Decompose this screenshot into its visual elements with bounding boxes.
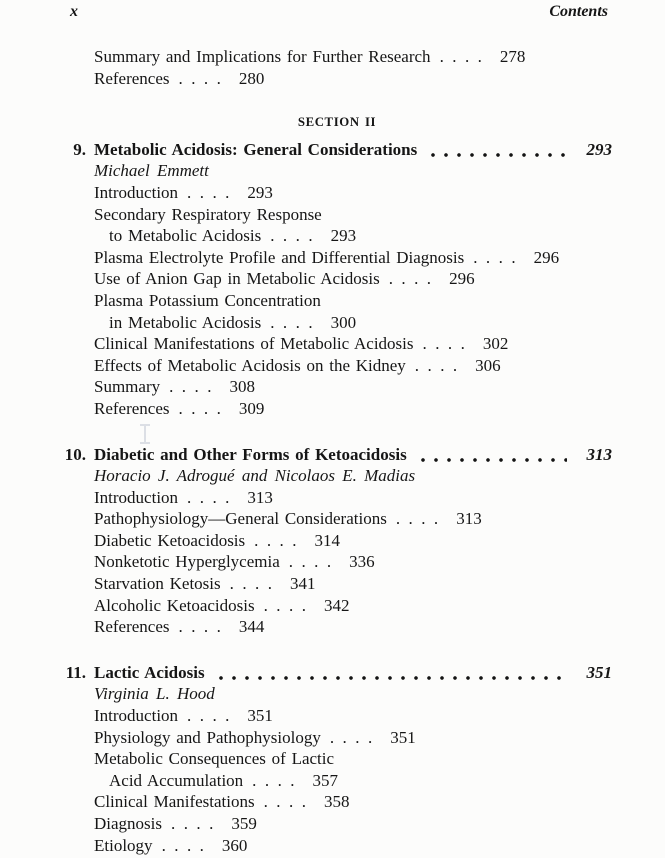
chapter-dot-leader [421, 458, 567, 462]
entry-title: Plasma Electrolyte Profile and Differential Diagnosis [94, 247, 465, 267]
entry-title: Etiology [94, 835, 153, 855]
toc-entry [94, 204, 612, 226]
entry-dot-leader: . . . . [288, 552, 332, 572]
entry-page-number: 357 [312, 770, 339, 790]
entry-page-number: 302 [482, 334, 509, 354]
entry-title: Metabolic Consequences of Lactic [94, 749, 335, 769]
chapter-title-row [62, 444, 612, 466]
toc-entry [94, 182, 612, 204]
toc-entry [94, 333, 612, 355]
entry-dot-leader: . . . . [270, 226, 313, 246]
chapter-number: 10. [64, 444, 86, 464]
entry-page-number: 309 [238, 398, 265, 418]
entry-page-number: 342 [323, 595, 350, 615]
entry-title: Physiology and Pathophysiology [94, 727, 321, 747]
entry-title: Diagnosis [94, 814, 162, 833]
toc-entry [94, 487, 612, 509]
entry-page-number: 359 [231, 814, 257, 833]
chapter-title: Metabolic Acidosis: General Considerations [94, 139, 418, 159]
entry-title: Use of Anion Gap in Metabolic Acidosis [94, 269, 380, 289]
toc-entry [94, 748, 612, 770]
toc-entry [94, 551, 612, 573]
toc-entry [94, 290, 612, 312]
entry-dot-leader: . . . . [395, 509, 439, 529]
entry-dot-leader: . . . . [388, 269, 432, 289]
entry-page-number: 280 [238, 68, 265, 88]
chapter-page-number: 313 [586, 444, 612, 464]
entry-page-number: 296 [449, 269, 475, 289]
entry-title-continuation: to Metabolic Acidosis [109, 226, 262, 246]
toc-entry [94, 595, 612, 617]
entry-dot-leader: . . . . [161, 835, 204, 855]
entry-title: Clinical Manifestations of Metabolic Acidosis [94, 334, 414, 354]
toc-entry-continuation [109, 225, 612, 247]
toc-entry [94, 791, 612, 813]
entry-title: References [94, 398, 170, 418]
i-beam-text-cursor [138, 424, 152, 444]
entry-page-number: 314 [314, 530, 341, 550]
chapter-authors: Michael Emmett [94, 161, 209, 181]
entry-dot-leader: . . . . [270, 312, 313, 332]
entry-page-number: 296 [533, 247, 560, 267]
chapter-authors: Virginia L. Hood [94, 684, 215, 704]
entry-dot-leader: . . . . [171, 814, 214, 833]
entry-title: Clinical Manifestations [94, 792, 255, 812]
chapter-title: Lactic Acidosis [94, 662, 205, 682]
entry-page-number: 344 [238, 617, 265, 637]
entry-dot-leader: . . . . [263, 792, 306, 812]
chapter-page-number: 351 [586, 662, 612, 682]
entry-title-continuation: in Metabolic Acidosis [109, 312, 262, 332]
entry-dot-leader: . . . . [422, 334, 465, 354]
section-heading: SECTION II [297, 115, 377, 130]
entry-page-number: 358 [323, 792, 350, 812]
entry-title: Nonketotic Hyperglycemia [94, 552, 280, 572]
entry-title-continuation: Acid Accumulation [109, 770, 244, 790]
toc-entry [94, 247, 612, 269]
entry-title: Effects of Metabolic Acidosis on the Kidney [94, 355, 406, 375]
entry-page-number: 360 [221, 835, 248, 855]
entry-title: Introduction [94, 487, 179, 507]
toc-entry-continuation [109, 312, 612, 334]
entry-title: Diabetic Ketoacidosis [94, 530, 246, 550]
entry-dot-leader: . . . . [252, 770, 295, 790]
toc-entry [94, 376, 612, 398]
entry-dot-leader: . . . . [178, 68, 221, 88]
entry-page-number: 300 [330, 312, 357, 332]
toc-entry [94, 835, 612, 857]
entry-dot-leader: . . . . [187, 487, 230, 507]
entry-dot-leader: . . . . [187, 182, 230, 202]
entry-title: Secondary Respiratory Response [94, 204, 322, 224]
chapter-page-number: 293 [586, 139, 612, 159]
entry-title: Introduction [94, 182, 179, 202]
toc-chapter [62, 444, 612, 638]
toc-pre-entries [62, 46, 612, 89]
toc-chapter [62, 662, 612, 856]
entry-page-number: 306 [475, 355, 501, 375]
entry-dot-leader: . . . . [169, 377, 212, 397]
entry-dot-leader: . . . . [178, 398, 221, 418]
entry-dot-leader: . . . . [254, 530, 297, 550]
entry-title: Alcoholic Ketoacidosis [94, 595, 255, 615]
chapter-title-row [62, 139, 612, 161]
table-of-contents [62, 46, 612, 856]
toc-entry [94, 355, 612, 377]
toc-entry [94, 46, 612, 68]
entry-title: Summary and Implications for Further Research [94, 47, 431, 66]
folio-page-number: x [70, 3, 78, 20]
chapter-dot-leader [219, 676, 567, 680]
entry-dot-leader: . . . . [414, 355, 458, 375]
entry-dot-leader: . . . . [263, 595, 306, 615]
chapter-authors: Horacio J. Adrogué and Nicolaos E. Madias [94, 466, 416, 486]
toc-entry [94, 268, 612, 290]
entry-dot-leader: . . . . [473, 247, 516, 267]
chapter-title: Diabetic and Other Forms of Ketoacidosis [94, 444, 407, 464]
entry-title: References [94, 68, 170, 88]
entry-page-number: 351 [247, 706, 273, 726]
entry-title: Plasma Potassium Concentration [94, 290, 321, 310]
chapter-dot-leader [431, 153, 566, 157]
entry-page-number: 336 [349, 552, 375, 572]
entry-title: Introduction [94, 706, 179, 726]
toc-entry [94, 616, 612, 638]
entry-dot-leader: . . . . [439, 47, 482, 66]
chapter-title-row [62, 662, 612, 684]
entry-title: Pathophysiology—General Considerations [94, 509, 387, 529]
entry-title: References [94, 617, 170, 637]
entry-page-number: 313 [247, 487, 273, 507]
entry-title: Summary [94, 377, 161, 397]
entry-page-number: 341 [290, 574, 316, 594]
entry-page-number: 351 [390, 727, 416, 747]
toc-entry [94, 705, 612, 727]
toc-entry [94, 68, 612, 90]
entry-page-number: 278 [499, 47, 526, 66]
entry-page-number: 308 [229, 377, 255, 397]
entry-page-number: 293 [247, 182, 273, 202]
entry-page-number: 293 [330, 226, 357, 246]
toc-chapters [62, 139, 612, 856]
page-header [0, 3, 665, 20]
toc-entry [94, 813, 612, 835]
entry-page-number: 313 [456, 509, 482, 529]
entry-dot-leader: . . . . [178, 617, 221, 637]
entry-dot-leader: . . . . [329, 727, 373, 747]
toc-entry [94, 530, 612, 552]
toc-entry [94, 573, 612, 595]
chapter-number: 11. [65, 662, 86, 682]
chapter-number: 9. [73, 139, 86, 159]
entry-dot-leader: . . . . [229, 574, 272, 594]
toc-entry [94, 398, 612, 420]
toc-entry [94, 508, 612, 530]
entry-dot-leader: . . . . [187, 706, 230, 726]
running-title: Contents [549, 3, 608, 20]
toc-chapter [62, 139, 612, 420]
entry-title: Starvation Ketosis [94, 574, 221, 594]
toc-entry-continuation [109, 770, 612, 792]
toc-entry [94, 727, 612, 749]
